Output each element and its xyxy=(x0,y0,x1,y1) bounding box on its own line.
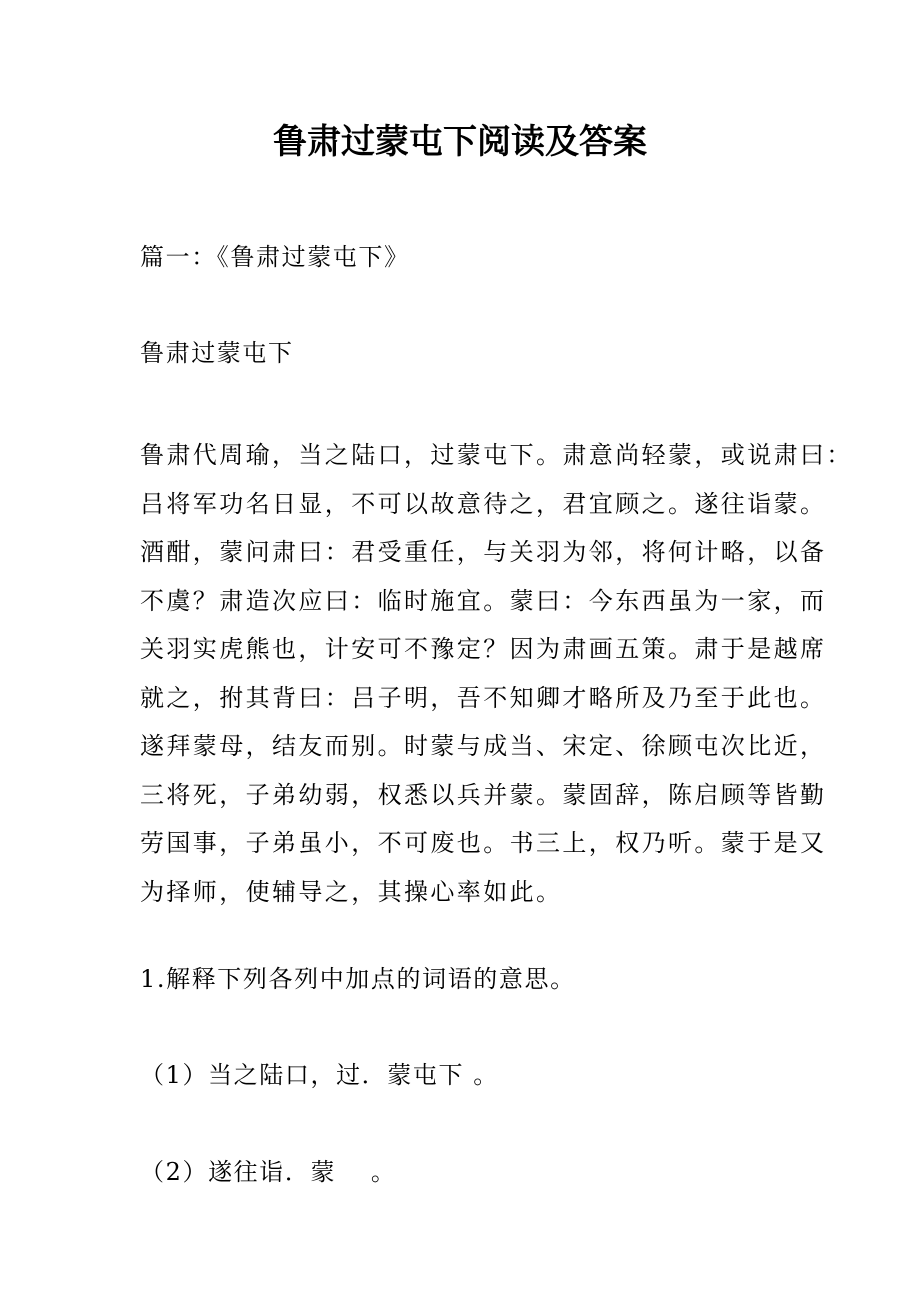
passage-line: 为择师，使辅导之，其操心率如此。 xyxy=(140,877,563,906)
passage-line: 就之，拊其背曰：吕子明，吾不知卿才略所及乃至于此也。 xyxy=(140,683,827,712)
passage-line: 三将死，子弟幼弱，权悉以兵并蒙。蒙固辞，陈启顾等皆勤 xyxy=(140,780,827,809)
passage-line: 遂拜蒙母，结友而别。时蒙与成当、宋定、徐顾屯次比近， xyxy=(140,732,827,760)
passage-subtitle: 鲁肃过蒙屯下 xyxy=(140,339,294,367)
passage-line: 鲁肃代周瑜，当之陆口，过蒙屯下。肃意尚轻蒙，或说肃曰： xyxy=(140,441,853,469)
question-item-2: （2）遂往诣．蒙 。 xyxy=(140,1158,397,1186)
section-heading: 篇一：《鲁肃过蒙屯下》 xyxy=(140,243,410,271)
question-1: 1.解释下列各列中加点的词语的意思。 xyxy=(140,965,576,993)
passage-line: 酒酣，蒙问肃曰：君受重任，与关羽为邻，将何计略，以备 xyxy=(140,538,827,566)
passage-line: 劳国事，子弟虽小，不可废也。书三上，权乃听。蒙于是又 xyxy=(140,829,827,857)
question-item-1: （1）当之陆口，过．蒙屯下 。 xyxy=(140,1061,499,1089)
passage-paragraph xyxy=(140,431,853,916)
document-title: 鲁肃过蒙屯下阅读及答案 xyxy=(273,122,647,162)
passage-line: 关羽实虎熊也，计安可不豫定？因为肃画五策。肃于是越席 xyxy=(140,635,827,663)
passage-line: 不虞？肃造次应曰：临时施宜。蒙曰：今东西虽为一家，而 xyxy=(140,586,827,615)
passage-line: 吕将军功名日显，不可以故意待之，君宜顾之。遂往诣蒙。 xyxy=(140,489,827,518)
